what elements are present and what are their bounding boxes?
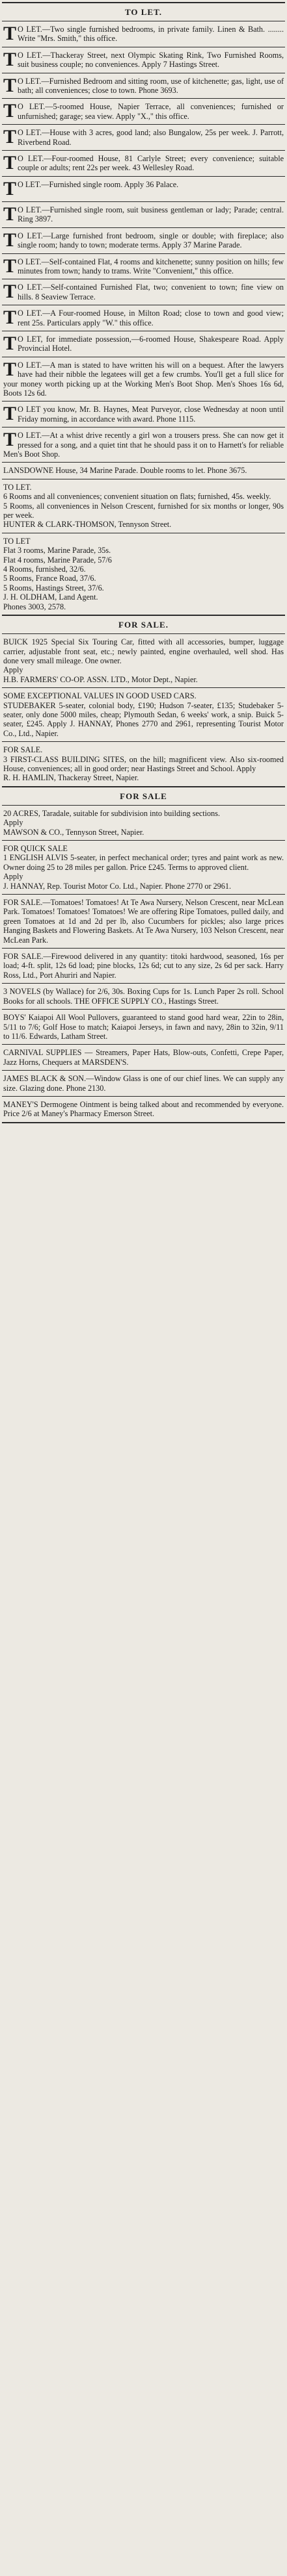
classified-ad: FOR SALE.—Tomatoes! Tomatoes! At Te Awa Nursery, Nelson Crescent, near McLean Park. Tomatoes! Tomatoes! Tomatoes! We are offering Ripe Tomatoes, pulled daily, and green Tomatoes at 1d and 2d per lb, also Cucumbers for pickles; also large prices Hanging Baskets and Flowering Baskets. At Te Awa Nursery, 103 Nelson Crescent, near McLean Park. (3, 898, 284, 945)
ad-text: O LET.—Self-contained Flat, 4 rooms and kitchenette; sunny position on hills; few minutes from town; handy to trams. Write "Convenient," this office. (18, 257, 284, 275)
ad-text: O LET.—A man is stated to have written his will on a bequest. After the lawyers have had their nibble the legatees will get a few crumbs. You'll get a full slice for your money worth picking up at the Working Men's Boot Shop. Men's Shoes 16s 6d, Boots 12s 6d. (3, 360, 284, 398)
drop-cap: T (3, 48, 17, 70)
drop-cap: T (3, 203, 17, 225)
classified-ad: TO LET Flat 3 rooms, Marine Parade, 35s. Flat 4 rooms, Marine Parade, 57/6 4 Rooms, furnished, 32/6. 5 Rooms, France Road, 37/6. 5 Rooms, Hastings Street, 37/6. J. H. OLDHAM, Land Agent. Phones 3003, 2578. (3, 536, 112, 611)
divider (2, 687, 285, 688)
classified-ad: JAMES BLACK & SON.—Window Glass is one of our chief lines. We can supply any size. Glazing done. Phone 2130. (3, 1074, 284, 1093)
divider (2, 150, 285, 151)
bottom-rule (2, 1122, 285, 1123)
classified-ad (2, 179, 285, 199)
divider (2, 805, 285, 806)
section-rule (2, 615, 285, 616)
drop-cap: T (3, 281, 17, 303)
drop-cap: T (3, 229, 17, 251)
classified-ad: BOYS' Kaiapoi All Wool Pullovers, guaranteed to stand good hard wear, 22in to 28in, 5/11 to 7/6; Golf Hose to match; Kaiapoi Jerseys, in fawn and navy, 28in to 32in, 9/11 to 11/6. Edwards, Latham Street. (3, 1013, 284, 1041)
divider (2, 1044, 285, 1045)
drop-cap: T (3, 358, 17, 380)
ad-text: O LET.—Furnished Bedroom and sitting room, use of kitchenette; gas, light, use of bath; all conveniences; close to town. Phone 3693. (18, 76, 284, 96)
divider (2, 124, 285, 125)
classified-ad: CARNIVAL SUPPLIES — Streamers, Paper Hats, Blow-outs, Confetti, Crepe Paper, Jazz Horns, Chequers at MARSDEN'S. (3, 1048, 284, 1067)
divider (2, 840, 285, 841)
divider (2, 983, 285, 984)
classified-ad: 20 ACRES, Taradale, suitable for subdivision into building sections. Apply MAWSON & CO., Tennyson Street, Napier. (3, 808, 221, 837)
classified-ad: FOR SALE. 3 FIRST-CLASS BUILDING SITES, on the hill; magnificent view. Also six-roomed House, conveniences; all in good order; near Hastings Street and School. Apply R. H. HAMLIN, Thackeray Street, Napier. (3, 745, 284, 783)
classified-ad (2, 153, 285, 174)
classified-ad (2, 230, 285, 251)
divider (2, 253, 285, 254)
classified-ad (2, 101, 285, 122)
classified-ad (2, 75, 285, 97)
classified-ad (2, 256, 285, 277)
drop-cap: T (3, 100, 17, 122)
section-heading-for-sale: FOR SALE. (118, 620, 169, 630)
section-rule (2, 786, 285, 787)
drop-cap: T (3, 74, 17, 96)
classified-ad (2, 307, 285, 329)
ad-text: O LET.—Self-contained Furnished Flat, two; convenient to town; fine view on hills. 8 Seaview Terrace. (18, 283, 284, 301)
drop-cap: T (3, 126, 17, 148)
classified-page (0, 2, 287, 2576)
classified-ad: SOME EXCEPTIONAL VALUES IN GOOD USED CARS. STUDEBAKER 5-seater, colonial body, £190; Hudson 7-seater, £135; Studebaker 5-seater, only done 5000 miles, cheap; Plymouth Sedan, 6 weeks' work, a snip. Buick 5-seater, £245. Apply J. HANNAY, Phones 2770 and 2961, representing Tourist Motor Co., Ltd., Napier. (3, 691, 284, 738)
classified-ad (2, 465, 285, 476)
divider (2, 633, 285, 634)
ad-text: O LET.—At a whist drive recently a girl won a trousers press. She can now get it pressed for a song, and a quiet tint that he should pass it on to Harnett's for reliable Men's Boot Shop. (3, 431, 284, 459)
divider (2, 176, 285, 177)
classified-ad (2, 23, 285, 45)
drop-cap: T (3, 177, 17, 199)
section-heading-to-let: TO LET. (124, 7, 163, 17)
divider (2, 1096, 285, 1097)
classified-ad (2, 204, 285, 225)
ad-text: O LET.—Furnished single room, suit business gentleman or lady; Parade; central. Ring 3897. (18, 205, 284, 224)
drop-cap: T (3, 307, 17, 329)
ad-text: O LET, for immediate possession,—6-roomed House, Shakespeare Road. Apply Provincial Hotel. (18, 334, 284, 353)
ad-text: LANSDOWNE House, 34 Marine Parade. Double rooms to let. Phone 3675. (3, 466, 247, 476)
classified-ad (2, 359, 285, 400)
drop-cap: T (3, 332, 17, 354)
drop-cap: T (3, 429, 17, 451)
ad-text: O LET.—Two single furnished bedrooms, in private family. Linen & Bath. ........ Write "Mrs. Smith," this office. (18, 25, 284, 44)
classified-ad (2, 281, 285, 303)
divider (2, 98, 285, 99)
ad-text: O LET.—Thackeray Street, next Olympic Skating Rink, Two Furnished Rooms, suit business couple; no conveniences. Apply 7 Hastings Street. (18, 50, 284, 70)
drop-cap: T (3, 255, 17, 277)
ad-text: O LET.—Four-roomed House, 81 Carlyle Street; every convenience; suitable couple or adults; rent 22s per week. 43 Wellesley Road. (18, 154, 284, 173)
divider (2, 741, 285, 742)
section-heading-for-sale-2: FOR SALE (120, 791, 167, 801)
divider (2, 227, 285, 228)
classified-ad (2, 429, 285, 460)
classified-ad (2, 127, 285, 148)
classified-ad: FOR SALE.—Firewood delivered in any quantity: titoki hardwood, seasoned, 16s per load; 4-ft. split, 12s 6d load; pine blocks, 12s 6d; cut to any size, 2s 6d per sack. Harry Ross, Ltd., Port Ahuriri and Napier. (3, 952, 284, 980)
top-rule (2, 2, 285, 3)
divider (2, 201, 285, 202)
classified-ad (2, 403, 285, 425)
classified-ad: FOR QUICK SALE 1 ENGLISH ALVIS 5-seater, in perfect mechanical order; tyres and paint work as new. Owner doing 25 to 28 miles per gallon. Price £245. Terms to approved client. Apply J. HANNAY, Rep. Tourist Motor Co. Ltd., Napier. Phone 2770 or 2961. (3, 844, 284, 891)
divider (2, 1070, 285, 1071)
ad-text: O LET.—House with 3 acres, good land; also Bungalow, 25s per week. J. Parrott, Riverbend Road. (18, 128, 284, 147)
ad-text: O LET.—A Four-roomed House, in Milton Road; close to town and good view; rent 25s. Particulars apply "W." this office. (18, 309, 284, 327)
drop-cap: T (3, 23, 17, 44)
divider (2, 894, 285, 895)
drop-cap: T (3, 403, 17, 425)
classified-ad: MANEY'S Dermogene Ointment is being talked about and recommended by everyone. Price 2/6 at Maney's Pharmacy Emerson Street. (3, 1099, 284, 1119)
ad-text: O LET.—5-roomed House, Napier Terrace, all conveniences; furnished or unfurnished; garage; sea view. Apply "X.," this office. (18, 102, 284, 121)
ad-text: O LET.—Furnished single room. Apply 36 Palace. (18, 179, 179, 189)
drop-cap: T (3, 152, 17, 174)
divider (2, 462, 285, 463)
divider (2, 948, 285, 949)
ad-text: O LET.—Large furnished front bedroom, single or double; with fireplace; also single room; handy to town; moderate terms. Apply 37 Marine Parade. (18, 231, 284, 250)
classified-ad: BUICK 1925 Special Six Touring Car, fitted with all accessories, bumper, luggage carrier, adjustable front seat, etc.; newly painted, engine overhauled, well shod. Has done very small mileage. One owner. Apply H.B. FARMERS' CO-OP. ASSN. LTD., Motor Dept., Napier. (3, 637, 284, 684)
divider (2, 1009, 285, 1010)
classified-ad: TO LET. 6 Rooms and all conveniences; convenient situation on flats; furnished, 45s. weekly. 5 Rooms, all conveniences in Nelson Crescent, furnished for six months or longer, 90s per week. HUNTER & CLARK-THOMSON, Tennyson Street. (3, 482, 284, 529)
divider (2, 401, 285, 402)
classified-ad (2, 49, 285, 71)
classified-ad: 3 NOVELS (by Wallace) for 2/6, 30s. Boxing Cups for 1s. Lunch Paper 2s roll. School Books for all schools. THE OFFICE SUPPLY CO., Hastings Street. (3, 987, 284, 1006)
ad-text: O LET you know, Mr. B. Haynes, Meat Purveyor, close Wednesday at noon until Friday morning, in accordance with award. Phone 1115. (18, 405, 284, 424)
classified-ad (2, 333, 285, 355)
